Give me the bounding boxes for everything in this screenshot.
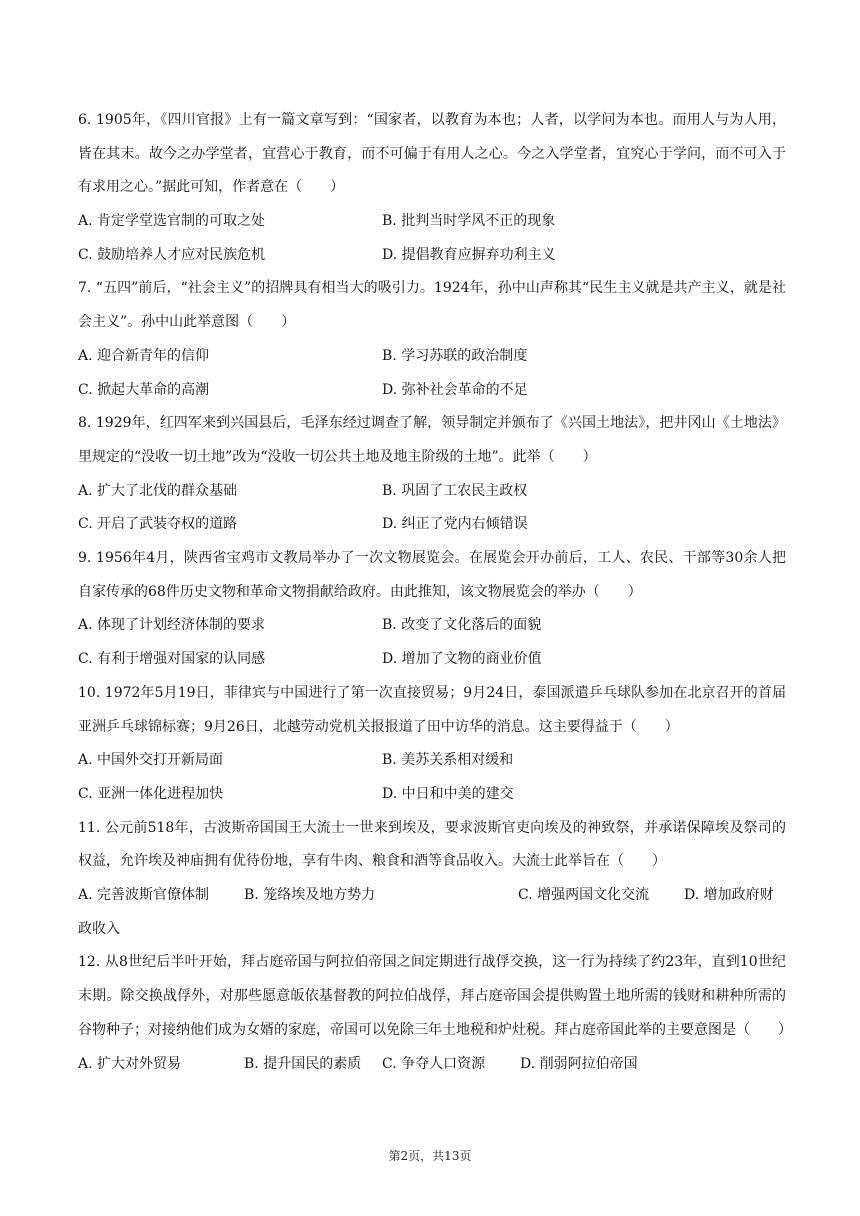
question-8-option-b: B. 巩固了工农民主政权 xyxy=(382,482,528,499)
question-7-option-a: A. 迎合新青年的信仰 xyxy=(78,347,210,364)
question-10-options-row1 xyxy=(78,744,786,778)
question-9-option-d: D. 增加了文物的商业价值 xyxy=(382,651,542,668)
question-10-stem: 10. 1972年5月19日，菲律宾与中国进行了第一次直接贸易；9月24日，泰国派遣乒乓球队参加在北京召开的首届亚洲乒乓球锦标赛；9月26日，北越劳动党机关报报道了田中访华的消息。这主要得益于（ ） xyxy=(78,684,786,735)
question-10-option-c: C. 亚洲一体化进程加快 xyxy=(78,785,224,802)
question-9-options-row2 xyxy=(78,643,786,677)
question-10-options-row2 xyxy=(78,778,786,812)
question-10-option-b: B. 美苏关系相对缓和 xyxy=(382,752,514,769)
question-11-options-row xyxy=(78,879,786,913)
question-7-options-row1 xyxy=(78,340,786,374)
question-6-stem: 6. 1905年，《四川官报》上有一篇文章写到：“国家者，以教育为本也；人者，以学问为本也。而用人与为人用，皆在其末。故今之办学堂者，宜营心于教育，而不可偏于有用人之心。今之入学堂者，宜究心于学问，而不可入于有求用之心。”据此可知，作者意在（ ） xyxy=(78,112,786,196)
question-11-option-b: B. 笼络埃及地方势力 xyxy=(244,887,376,904)
question-12-options-row xyxy=(78,1048,786,1082)
question-8-option-a: A. 扩大了北伐的群众基础 xyxy=(78,482,238,499)
page-number-footer: 第2页，共13页 xyxy=(388,1149,472,1163)
question-9-option-c: C. 有利于增强对国家的认同感 xyxy=(78,651,266,668)
question-7-option-c: C. 掀起大革命的高潮 xyxy=(78,381,210,398)
question-11-stem: 11. 公元前518年，古波斯帝国国王大流士一世来到埃及，要求波斯官吏向埃及的神致祭，并承诺保障埃及祭司的权益，允许埃及神庙拥有优待份地，享有牛肉、粮食和酒等食品收入。大流士此举旨在（ ） xyxy=(78,819,786,870)
question-12-stem: 12. 从8世纪后半叶开始，拜占庭帝国与阿拉伯帝国之间定期进行战俘交换，这一行为持续了约23年，直到10世纪末期。除交换战俘外，对那些愿意皈依基督教的阿拉伯战俘，拜占庭帝国会提供购置土地所需的钱财和耕种所需的谷物种子；对接纳他们成为女婿的家庭，帝国可以免除三年土地税和炉灶税。拜占庭帝国此举的主要意图是（ ） xyxy=(78,954,792,1038)
question-7-options-row2 xyxy=(78,374,786,408)
question-8-option-c: C. 开启了武装夺权的道路 xyxy=(78,516,238,533)
question-8-option-d: D. 纠正了党内右倾错误 xyxy=(382,516,528,533)
question-11-option-d-continued: 政收入 xyxy=(78,920,120,937)
question-12-option-b: B. 提升国民的素质 xyxy=(244,1055,362,1072)
question-12-option-d: D. 削弱阿拉伯帝国 xyxy=(520,1055,638,1072)
question-11-option-d: D. 增加政府财 xyxy=(684,887,774,904)
question-9-options-row1 xyxy=(78,609,786,643)
question-6-option-b: B. 批判当时学风不正的现象 xyxy=(382,213,556,230)
question-7-option-b: B. 学习苏联的政治制度 xyxy=(382,347,528,364)
question-7-stem: 7. “五四”前后，“社会主义”的招牌具有相当大的吸引力。1924年，孙中山声称其“民生主义就是共产主义，就是社会主义”。孙中山此举意图（ ） xyxy=(78,280,786,331)
question-8-stem: 8. 1929年，红四军来到兴国县后，毛泽东经过调查了解，领导制定并颁布了《兴国土地法》，把井冈山《土地法》里规定的“没收一切土地”改为“没收一切公共土地及地主阶级的土地”。此举（ ） xyxy=(78,415,786,465)
question-list xyxy=(78,104,792,1081)
question-10-option-d: D. 中日和中美的建交 xyxy=(382,785,514,802)
question-8-options-row1 xyxy=(78,475,786,509)
question-6-option-a: A. 肯定学堂选官制的可取之处 xyxy=(78,213,266,230)
question-10-option-a: A. 中国外交打开新局面 xyxy=(78,752,224,769)
question-7-option-d: D. 弥补社会革命的不足 xyxy=(382,381,528,398)
question-9-option-b: B. 改变了文化落后的面貌 xyxy=(382,617,542,634)
question-9-stem: 9. 1956年4月，陕西省宝鸡市文教局举办了一次文物展览会。在展览会开办前后，工人、农民、干部等30余人把自家传承的68件历史文物和革命文物捐献给政府。由此推知，该文物展览会的举办（ ） xyxy=(78,550,786,600)
question-11-option-a: A. 完善波斯官僚体制 xyxy=(78,887,210,904)
question-12-option-a: A. 扩大对外贸易 xyxy=(78,1055,182,1072)
question-6-option-d: D. 提倡教育应摒弃功利主义 xyxy=(382,246,556,263)
question-6-option-c: C. 鼓励培养人才应对民族危机 xyxy=(78,246,266,263)
question-8-options-row2 xyxy=(78,508,786,542)
question-12-option-c: C. 争夺人口资源 xyxy=(382,1055,486,1072)
question-9-option-a: A. 体现了计划经济体制的要求 xyxy=(78,617,266,634)
question-11-option-c: C. 增强两国文化交流 xyxy=(518,887,650,904)
question-6-options-row2 xyxy=(78,239,786,273)
question-6-options-row1 xyxy=(78,205,786,239)
